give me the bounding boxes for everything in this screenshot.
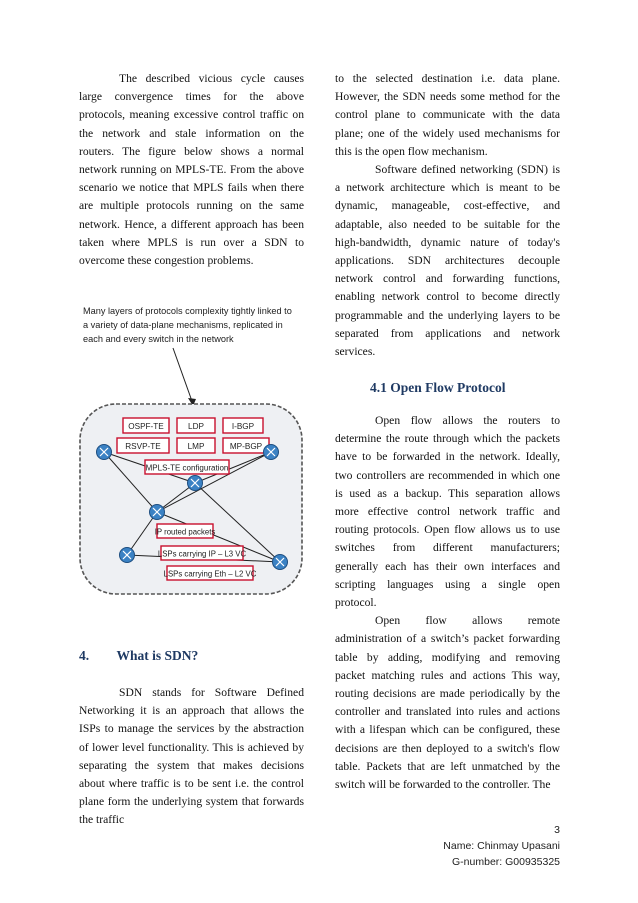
author-name: Name: Chinmay Upasani (443, 840, 560, 852)
right-column (335, 70, 560, 361)
switch-icon (120, 548, 135, 563)
switch-icon (150, 505, 165, 520)
protocol-label-lmp: LMP (187, 442, 205, 451)
figure-annotation-line-2: a variety of data-plane mechanisms, replicated in (83, 320, 283, 330)
page-number: 3 (554, 824, 560, 836)
right-paragraph-4: Open flow allows remote administration of a switch’s packet forwarding table by adding, modifying and removing packet matching rules and actions This way, routing decisions are made periodically by the controller and translated into rules and actions with a lifespan which can be configured, these decisions are then deployed to a switch's flow table. Packets that are left unmatched by the switch will be forwarded to the controller. The (335, 614, 560, 792)
mpls-te-diagram (75, 300, 310, 600)
section-4-1-heading: 4.1 Open Flow Protocol (370, 380, 506, 395)
figure-annotation-line-1: Many layers of protocols complexity tightly linked to (83, 306, 292, 316)
protocol-label-ospf-te: OSPF-TE (128, 422, 164, 431)
mpls-config-label: MPLS-TE configuration (145, 463, 229, 473)
mpls-te-figure (75, 300, 310, 600)
right-paragraph-1: to the selected destination i.e. data plane. However, the SDN needs some method for the control plane to communicate with the data plane; one of the widely used mechanisms for this is the open flow mechanism. (335, 72, 560, 158)
section-4-heading (79, 648, 198, 664)
left-paragraph-1: The described vicious cycle causes large convergence times for the above protocols, meaning excessive control traffic on the network and stale information on the routers. The figure below shows a normal network running on MPLS-TE. From the above scenario we notice that MPLS fails when there are multiple protocols running on the same network. Hence, a different approach has been taken where MPLS is run over a SDN to overcome these congestion problems. (79, 72, 304, 268)
protocol-label-ldp: LDP (188, 422, 204, 431)
figure-annotation-line-3: each and every switch in the network (83, 334, 234, 344)
protocol-label-mp-bgp: MP-BGP (229, 442, 263, 451)
ip-routed-label: IP routed packets (154, 527, 216, 537)
protocol-label-rsvp-te: RSVP-TE (125, 442, 161, 451)
lsp-ip-label: LSPs carrying IP – L3 VC (157, 549, 247, 559)
left-column (79, 70, 304, 270)
left-column-lower (79, 684, 304, 830)
switch-icon (97, 445, 112, 460)
annotation-arrow (173, 348, 193, 404)
right-paragraph-2: Software defined networking (SDN) is a network architecture which is meant to be dynamic, manageable, cost-effective, and adaptable, also needed to be suitable for the high-bandwidth, dynamic nature of today's applications. SDN architectures decouple network control and forwarding functions, enabling network control to become directly programmable and the underlying layers to be separated from applications and network services. (335, 163, 560, 359)
switch-icon (273, 555, 288, 570)
protocol-label-i-bgp: I-BGP (231, 422, 255, 431)
right-paragraph-3: Open flow allows the routers to determine the route through which the packets have to be forwarded in the network. Ideally, two controllers are recommended in which one is used as a backup. This separation allows more effective control network traffic and routing protocols. Open flow allows us to use switches from different manufacturers; generally each has their own interfaces and scripting languages using a single open protocol. (335, 414, 560, 610)
left-paragraph-2: SDN stands for Software Defined Networking it is an approach that allows the ISPs to manage the services by the abstraction of lower level functionality. This is achieved by separating the system that makes decisions about where traffic is to be sent i.e. the control plane form the underlying system that forwards the traffic (79, 686, 304, 827)
switch-icon (188, 476, 203, 491)
switch-icon (264, 445, 279, 460)
section-4-number: 4. (79, 648, 90, 663)
right-column-lower (335, 412, 560, 794)
author-gnumber: G-number: G00935325 (452, 856, 560, 868)
lsp-eth-label: LSPs carrying Eth – L2 VC (163, 569, 257, 579)
section-4-title: What is SDN? (116, 648, 199, 663)
footer (443, 822, 560, 870)
